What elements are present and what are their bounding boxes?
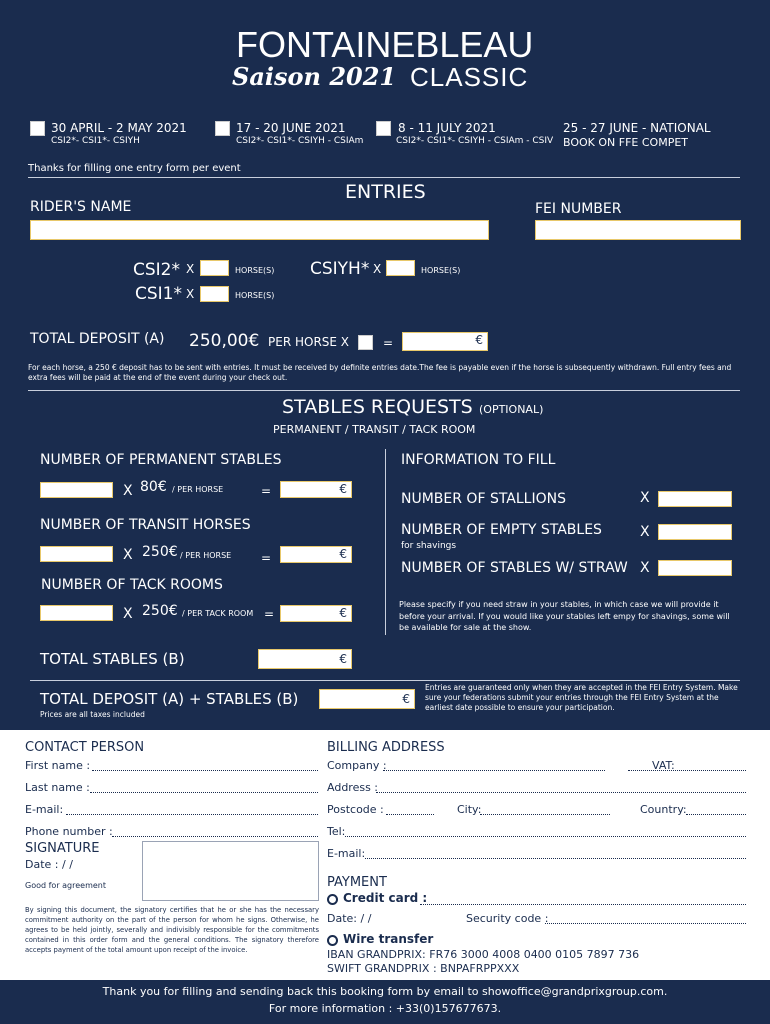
phone-label: Phone number : <box>25 825 113 838</box>
csi2-label: CSI2* <box>133 260 180 280</box>
event-2-date: 17 - 20 JUNE 2021 <box>236 121 346 135</box>
stables-title: STABLES REQUESTS <box>282 396 473 418</box>
billing-email-label: E-mail: <box>327 847 366 860</box>
x-mark: X <box>123 483 133 499</box>
divider <box>28 177 740 178</box>
tel-label: Tel: <box>327 825 346 838</box>
event-1-date: 30 APRIL - 2 MAY 2021 <box>51 121 187 135</box>
title-classic: CLASSIC <box>410 62 529 92</box>
last-name-input[interactable] <box>90 792 318 793</box>
grand-total-input[interactable] <box>319 689 415 709</box>
billing-title: BILLING ADDRESS <box>327 740 445 755</box>
tack-price: 250€ <box>142 603 178 619</box>
euro-sign: € <box>339 547 347 561</box>
divider <box>30 680 740 681</box>
total-stables-label: TOTAL STABLES (B) <box>40 650 185 668</box>
fei-note: Entries are guaranteed only when they are accepted in the FEI Entry System. Make sure your federations submit your entries through the FEI Entry System at the earliest date possible to ensure your participation. <box>425 683 738 712</box>
tack-rooms-input[interactable] <box>40 605 113 621</box>
permanent-stables-label: NUMBER OF PERMANENT STABLES <box>40 452 282 468</box>
transit-total-input[interactable] <box>280 546 352 563</box>
address-input[interactable] <box>376 792 746 793</box>
good-for-agreement: Good for agreement <box>25 881 107 890</box>
security-code-input[interactable] <box>545 923 746 924</box>
wire-transfer-radio[interactable] <box>327 935 338 946</box>
x-mark: X <box>123 547 133 563</box>
contact-email-label: E-mail: <box>25 803 64 816</box>
x-mark: X <box>640 490 650 506</box>
contact-email-input[interactable] <box>66 814 318 815</box>
deposit-amount: 250,00€ <box>189 331 260 351</box>
horses-label: HORSE(S) <box>235 291 275 300</box>
x-mark: X <box>123 606 133 622</box>
x-mark: X <box>373 262 382 276</box>
horse-count-box[interactable] <box>358 335 373 350</box>
footer <box>0 980 770 1024</box>
billing-email-input[interactable] <box>365 858 746 859</box>
vat-label: VAT: <box>652 759 675 772</box>
tack-total-input[interactable] <box>280 605 352 622</box>
footer-line-2: For more information : +33(0)157677673. <box>268 1002 502 1015</box>
x-mark: X <box>186 262 195 276</box>
city-input[interactable] <box>480 814 610 815</box>
credit-card-label: Credit card : <box>343 891 428 905</box>
x-mark: X <box>186 287 195 301</box>
last-name-label: Last name : <box>25 781 90 794</box>
fei-number-label: FEI NUMBER <box>535 201 622 217</box>
event-2-checkbox[interactable] <box>215 121 230 136</box>
contact-billing-section <box>0 730 770 980</box>
postcode-label: Postcode : <box>327 803 384 816</box>
total-deposit-label: TOTAL DEPOSIT (A) <box>30 331 165 347</box>
event-3-classes: CSI2*- CSI1*- CSIYH - CSIAm - CSIV <box>396 136 554 146</box>
horses-label: HORSE(S) <box>235 266 275 275</box>
per-horse-label: / PER HORSE <box>180 551 232 560</box>
first-name-label: First name : <box>25 759 91 772</box>
company-label: Company : <box>327 759 387 772</box>
empty-stables-input[interactable] <box>658 524 732 540</box>
csiyh-label: CSIYH* <box>310 259 370 279</box>
euro-sign: € <box>339 652 347 666</box>
footer-line-1: Thank you for filling and sending back this booking form by email to showoffice@grandprixgroup.com. <box>102 985 668 998</box>
transit-horses-label: NUMBER OF TRANSIT HORSES <box>40 517 251 533</box>
stables-optional: (OPTIONAL) <box>479 403 544 416</box>
divider <box>28 390 740 391</box>
title-saison: Saison 2021 <box>232 62 397 91</box>
payment-title: PAYMENT <box>327 875 387 890</box>
permanent-stables-input[interactable] <box>40 482 113 498</box>
euro-sign: € <box>339 606 347 620</box>
signature-date: Date : / / <box>25 858 73 871</box>
euro-sign: € <box>339 482 347 496</box>
straw-note: Please specify if you need straw in your stables, in which case we will provide it before your arrival. If you would like your stables left empy for shavings, some will be available for sale at the show. <box>399 600 730 632</box>
stables-subtitle: PERMANENT / TRANSIT / TACK ROOM <box>273 423 476 436</box>
deposit-note: For each horse, a 250 € deposit has to be sent with entries. It must be received by definite entries date.The fee is payable even if the horse is subsequently withdrawn. Full entry fees and extra fees will be paid at the end of the event during your check out. <box>28 363 732 382</box>
fei-number-input[interactable] <box>535 220 741 240</box>
tack-rooms-label: NUMBER OF TACK ROOMS <box>41 577 223 593</box>
vat-input[interactable] <box>628 770 746 771</box>
tel-input[interactable] <box>345 836 746 837</box>
equals: = <box>264 607 275 621</box>
first-name-input[interactable] <box>92 770 318 771</box>
csi1-label: CSI1* <box>135 284 182 304</box>
per-horse-label: PER HORSE X <box>268 335 350 349</box>
company-input[interactable] <box>383 770 605 771</box>
rider-name-label: RIDER'S NAME <box>30 199 132 215</box>
equals: = <box>383 336 394 350</box>
security-code-label: Security code : <box>466 912 549 925</box>
event-4-classes: BOOK ON FFE COMPET <box>563 136 688 149</box>
transit-horses-input[interactable] <box>40 546 113 562</box>
event-1-checkbox[interactable] <box>30 121 45 136</box>
event-4-date: 25 - 27 JUNE - NATIONAL <box>563 121 711 135</box>
address-label: Address : <box>327 781 379 794</box>
entries-title: ENTRIES <box>345 181 426 203</box>
csiyh-horses-input[interactable] <box>386 260 415 276</box>
euro-sign: € <box>475 333 483 347</box>
phone-input[interactable] <box>112 836 318 837</box>
equals: = <box>261 551 272 565</box>
country-label: Country: <box>640 803 687 816</box>
signature-title: SIGNATURE <box>25 841 100 856</box>
taxes-note: Prices are all taxes included <box>40 710 145 719</box>
credit-card-input[interactable] <box>420 904 746 905</box>
rider-name-input[interactable] <box>30 220 489 240</box>
contact-title: CONTACT PERSON <box>25 740 145 755</box>
x-mark: X <box>640 560 650 576</box>
euro-sign: € <box>402 692 410 706</box>
straw-stables-input[interactable] <box>658 560 732 576</box>
grand-total-label: TOTAL DEPOSIT (A) + STABLES (B) <box>40 690 299 708</box>
cc-date-label: Date: / / <box>327 912 372 925</box>
per-tack-label: / PER TACK ROOM <box>182 609 254 618</box>
event-3-date: 8 - 11 JULY 2021 <box>398 121 496 135</box>
csi2-horses-input[interactable] <box>200 260 229 276</box>
city-label: City: <box>457 803 482 816</box>
entry-note: Thanks for filling one entry form per event <box>28 163 241 174</box>
csi1-horses-input[interactable] <box>200 286 229 302</box>
postcode-input[interactable] <box>386 814 434 815</box>
event-3-checkbox[interactable] <box>376 121 391 136</box>
legal-text: By signing this document, the signatory certifies that he or she has the necessary commitment authority on the part of the person for whom he signs. Otherwise, he agrees to be held jointly, severally and indivisibly responsible for the commitments contained in this order form and the general conditions. The signatory therefore accepts payment of the total amount upon receipt of the invoice. <box>25 906 319 954</box>
total-deposit-input[interactable] <box>402 332 488 351</box>
event-2-classes: CSI2*- CSI1*- CSIYH - CSIAm <box>236 136 364 146</box>
straw-stables-label: NUMBER OF STABLES W/ STRAW <box>401 560 628 576</box>
x-mark: X <box>640 524 650 540</box>
horses-label: HORSE(S) <box>421 266 461 275</box>
per-horse-label: / PER HORSE <box>172 485 224 494</box>
signature-box[interactable] <box>142 841 319 901</box>
empty-stables-label: NUMBER OF EMPTY STABLES <box>401 522 602 538</box>
permanent-total-input[interactable] <box>280 481 352 498</box>
empty-stables-sub: for shavings <box>401 541 457 551</box>
swift: SWIFT GRANDPRIX : BNPAFRPPXXX <box>327 962 520 975</box>
credit-card-radio[interactable] <box>327 894 338 905</box>
total-stables-input[interactable] <box>258 649 352 669</box>
country-input[interactable] <box>686 814 746 815</box>
stallions-label: NUMBER OF STALLIONS <box>401 491 566 507</box>
title-main: FONTAINEBLEAU <box>236 24 534 65</box>
wire-transfer-label: Wire transfer <box>343 932 434 946</box>
stallions-input[interactable] <box>658 491 732 507</box>
iban: IBAN GRANDPRIX: FR76 3000 4008 0400 0105 7897 736 <box>327 948 640 961</box>
event-1-classes: CSI2*- CSI1*- CSIYH <box>51 136 140 146</box>
info-title: INFORMATION TO FILL <box>401 452 556 468</box>
permanent-price: 80€ <box>140 479 167 495</box>
equals: = <box>261 484 272 498</box>
vertical-divider <box>385 449 386 635</box>
transit-price: 250€ <box>142 544 178 560</box>
